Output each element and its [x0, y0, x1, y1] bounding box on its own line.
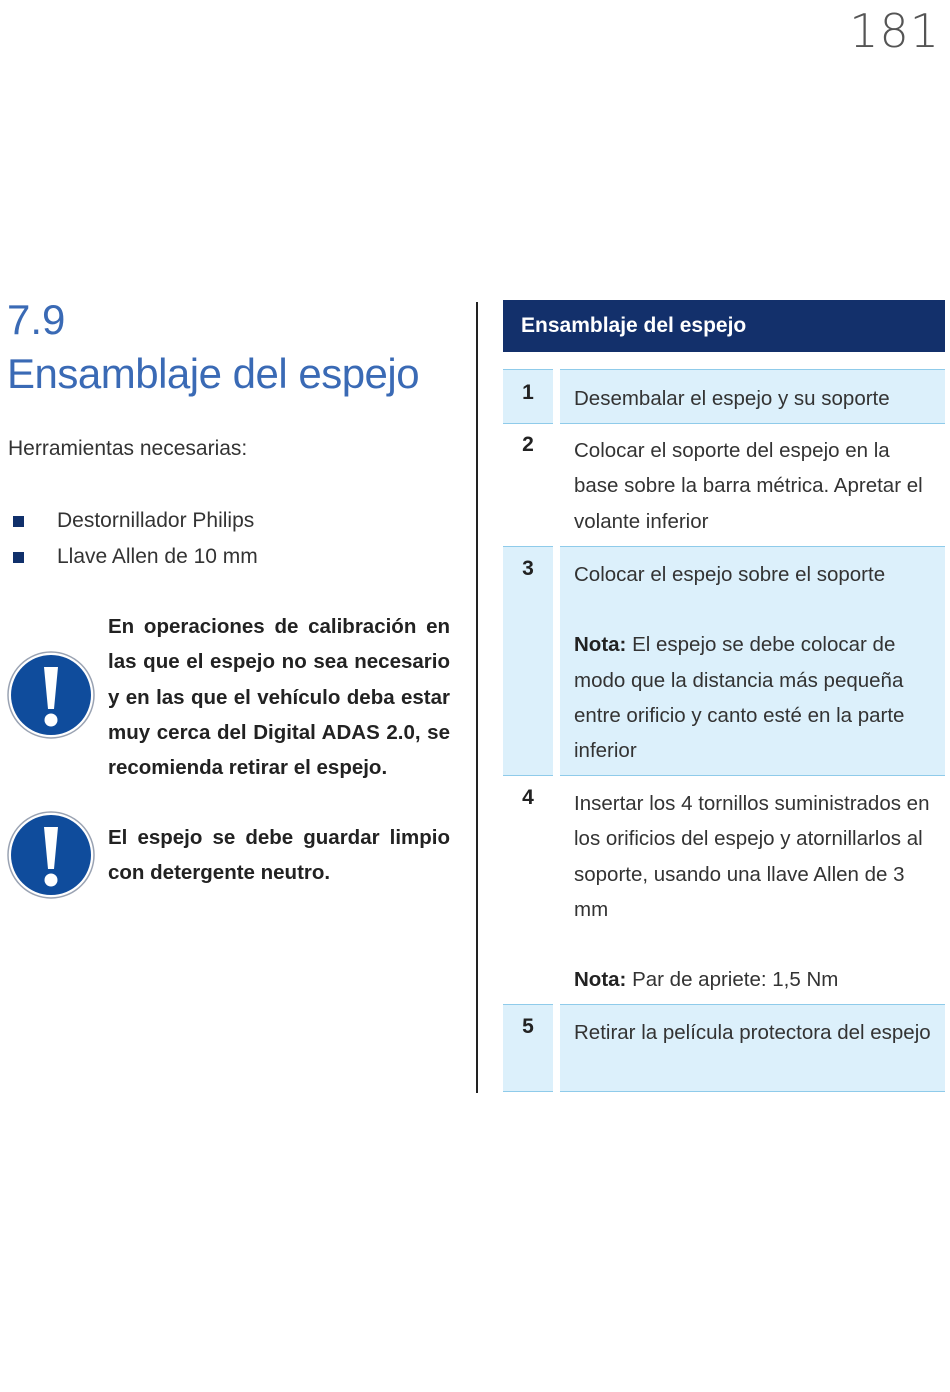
exclamation-icon — [7, 811, 95, 899]
step-text: Colocar el espejo sobre el soporte — [574, 563, 886, 586]
column-divider — [476, 302, 478, 1093]
bullet-square-icon — [13, 516, 24, 527]
step-content — [560, 546, 945, 776]
note-label: Nota: — [574, 633, 627, 657]
step-number: 4 — [522, 786, 534, 809]
table-header: Ensamblaje del espejo — [503, 300, 945, 352]
table-row — [503, 546, 945, 776]
bullet-square-icon — [13, 552, 24, 563]
step-content — [560, 776, 945, 1004]
note-text: Par de apriete: 1,5 Nm — [626, 968, 839, 992]
step-text: Colocar el soporte del espejo en la base sobre la barra métrica. Apretar el volante inferior — [574, 439, 923, 533]
table-row — [503, 369, 945, 424]
tools-heading: Herramientas necesarias: — [8, 437, 248, 460]
table-row — [503, 776, 945, 1004]
warning-text: El espejo se debe guardar limpio con detergente neutro. — [108, 826, 450, 885]
step-number: 2 — [522, 433, 534, 456]
note-label: Nota: — [574, 968, 627, 992]
section-title: Ensamblaje del espejo — [7, 350, 420, 397]
list-item — [0, 507, 258, 543]
tools-list — [0, 507, 258, 579]
table-row — [503, 424, 945, 546]
tool-label: Destornillador Philips — [57, 509, 255, 532]
step-number: 5 — [503, 1004, 553, 1092]
section-number: 7.9 — [7, 296, 66, 343]
tool-label: Llave Allen de 10 mm — [57, 545, 258, 568]
step-text: Retirar la película protectora del espejo — [560, 1004, 945, 1092]
exclamation-icon — [7, 651, 95, 739]
step-text: Desembalar el espejo y su soporte — [560, 369, 945, 424]
step-number: 3 — [503, 546, 553, 776]
step-note — [574, 962, 937, 997]
step-number: 1 — [503, 369, 553, 424]
step-note — [574, 627, 937, 768]
note-text: El espejo se debe colocar de modo que la distancia más pequeña entre orificio y canto esté en la parte inferior — [574, 633, 905, 763]
list-item — [0, 543, 258, 579]
warning-text: En operaciones de calibración en las que el espejo no sea necesario y en las que el vehículo deba estar muy cerca del Digital ADAS 2.0, se recomienda retirar el espejo. — [108, 615, 450, 780]
step-text: Insertar los 4 tornillos suministrados en los orificios del espejo y atornillarlos al soporte, usando una llave Allen de 3 mm — [574, 792, 930, 921]
table-row — [503, 1004, 945, 1092]
page-number: 181 — [849, 4, 940, 58]
